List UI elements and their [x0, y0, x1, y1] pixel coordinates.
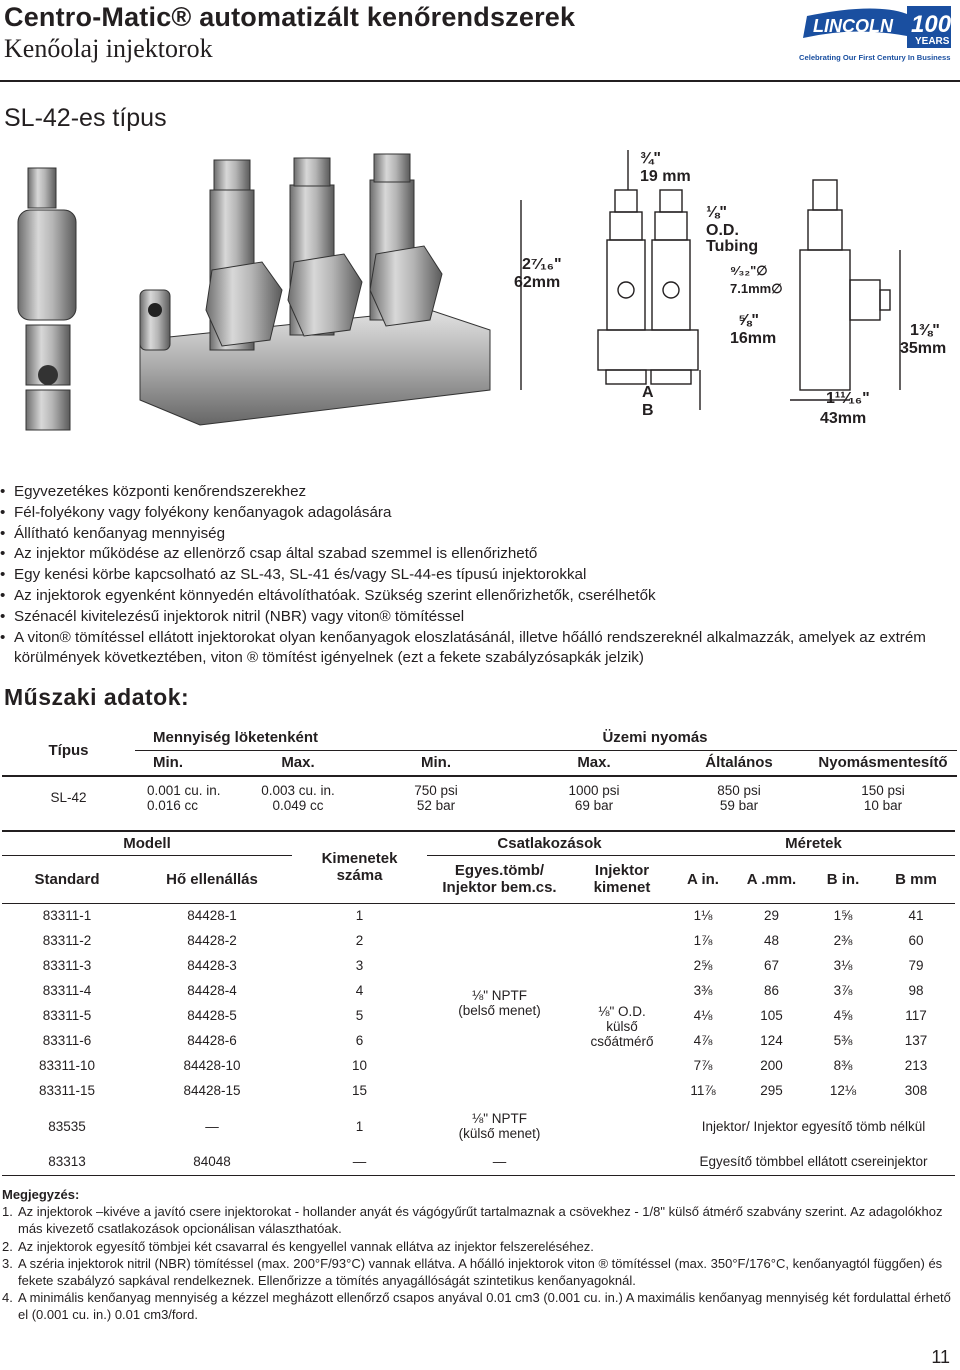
dim-bottom-mm: 43mm [820, 410, 867, 427]
model-table [2, 830, 955, 1176]
spec-header-min2: Min. [353, 750, 519, 776]
od-line3: csőátmérő [590, 1033, 654, 1049]
spec-header-max: Max. [243, 750, 353, 776]
spec-max-p-bar: 69 bar [574, 797, 614, 813]
svg-text:Celebrating Our First Century: Celebrating Our First Century In Business [799, 53, 951, 62]
mt-header-single-2: Injektor bem.cs. [442, 879, 557, 896]
cell-outlets: 5 [355, 1008, 364, 1023]
header-rule [0, 80, 960, 82]
dim-mid-mm: 16mm [730, 330, 777, 347]
cell-standard: 83311-10 [38, 1058, 96, 1073]
table-row [2, 903, 955, 928]
cell-outlets: 2 [355, 933, 364, 948]
mt-header-a-in: A in. [672, 855, 734, 903]
od-line1: ⅛" O.D. [598, 1003, 646, 1019]
spec-relief-p: 150 psi [861, 782, 905, 798]
injector-photo-illustration [0, 150, 960, 440]
feature-item: • Állítható kenőanyag mennyiség [0, 524, 955, 545]
cell-a-in: 7⅞ [693, 1058, 713, 1073]
mt-header-standard: Standard [2, 855, 132, 903]
cell-heat: 84428-5 [187, 1008, 237, 1023]
table-row [2, 1149, 955, 1175]
cell-b-in: 3⅛ [833, 958, 853, 973]
cell-a-in: 1⅛ [693, 908, 713, 924]
cell-b-mm: 308 [904, 1083, 928, 1098]
npt-inner-2: (belső menet) [458, 1003, 541, 1019]
feature-list [0, 482, 955, 669]
cell-b-in: 8⅜ [833, 1058, 853, 1073]
cell-a-mm: 295 [760, 1083, 783, 1098]
injector-figure [0, 150, 960, 440]
cell-a-mm: 48 [763, 933, 780, 948]
cell-outlets: — [292, 1149, 427, 1175]
spec-relief-bar: 10 bar [863, 797, 903, 813]
cell-a-in: 2⅝ [693, 958, 713, 973]
cell-b-mm: 137 [904, 1033, 928, 1048]
cell-heat: 84428-1 [187, 908, 237, 924]
svg-text:YEARS: YEARS [915, 36, 950, 47]
mt-header-outlets: Kimenetek [321, 850, 398, 868]
mt-header-dimensions: Méretek [672, 831, 955, 855]
mt-header-injector: Injektor [594, 862, 650, 879]
spec-header-min: Min. [135, 750, 243, 776]
cell-a-mm: 29 [763, 908, 780, 924]
cell-heat: 84428-6 [187, 1033, 237, 1048]
cell-a-in: 4⅞ [693, 1033, 713, 1048]
feature-item: • Szénacél kivitelezésű injektorok nitril (NBR) vagy viton® tömítéssel [0, 607, 955, 628]
dim-hole-in: ⁹⁄₃₂"∅ [730, 263, 768, 278]
dim-tube-in: ⅛" [706, 204, 727, 221]
cell-standard: 83311-4 [42, 983, 92, 998]
mt-header-b-mm: B mm [877, 855, 955, 903]
spec-header-type: Típus [48, 742, 89, 759]
note-item: 3. A széria injektorok nitril (NBR) tömítéssel (max. 200°F/93°C) vannak ellátva. A hőálló injektorok viton ® tömítéssel (max. 350°F/176°C, kenőanyagtól függően) és fekete szabályzó sapkával rendelkeznek. Ellenőrizze a tömítés anyagállóságát szintetikus kenőanyagoknál. [2, 1255, 943, 1289]
feature-item: • A viton® tömítéssel ellátott injektorokat olyan kenőanyagok eloszlatásánál, illetve hőálló rendszereknél alkalmazzák, amelyek az extrém körülmények következtében, viton ® tömítést igényelnek (ezt a fekete szabályzósapkák jelzik) [0, 628, 955, 670]
cell-b-mm: 79 [908, 958, 924, 973]
dim-b: B [642, 402, 654, 419]
npt-inner: ⅛" NPTF [471, 988, 528, 1004]
dim-top-mm: 19 mm [640, 168, 691, 185]
spec-type: SL-42 [2, 776, 135, 818]
feature-item: • Az injektor működése az ellenörző csap által szabad szemmel is ellenőrizhető [0, 544, 955, 565]
cell-b-mm: 98 [908, 983, 924, 998]
cell-b-mm: 213 [904, 1058, 928, 1073]
dim-left-mm: 62mm [514, 274, 561, 291]
dim-bottom-in: 1¹¹⁄₁₆" [826, 390, 870, 407]
cell-connection: — [427, 1149, 572, 1175]
cell-heat: 84428-15 [183, 1083, 241, 1098]
mt-header-outlets-2: száma [336, 867, 383, 885]
lincoln-logo [795, 4, 955, 64]
cell-a-in: 3⅜ [693, 983, 713, 998]
feature-item: • Egy kenési körbe kapcsolható az SL-43, SL-41 és/vagy SL-44-es típusú injektorokkal [0, 565, 955, 586]
feature-item: • Az injektorok egyenként könnyedén eltávolíthatóak. Szükség szerint ellenőrizhetők, cserélhetők [0, 586, 955, 607]
cell-b-mm: 60 [908, 933, 924, 948]
cell-outlets: 10 [351, 1058, 368, 1073]
spec-header-relief: Nyomásmentesítő [809, 750, 957, 776]
cell-standard: 83311-1 [42, 908, 92, 924]
od-line2: külső [606, 1018, 638, 1034]
cell-outlets: 6 [355, 1033, 364, 1048]
mt-header-injector-2: kimenet [593, 879, 651, 896]
spec-header-general: Általános [669, 750, 809, 776]
note-item: 2. Az injektorok egyesítő tömbjei két csavarral és kengyellel vannak ellátva az injektor felszereléséhez. [2, 1238, 594, 1254]
cell-outlets: 3 [355, 958, 364, 973]
section-title: SL-42-es típus [4, 104, 167, 132]
cell-note: Egyesítő tömbbel ellátott csereinjektor [672, 1149, 955, 1175]
dim-right-mm: 35mm [900, 340, 947, 357]
dim-tube-word: Tubing [706, 238, 759, 255]
spec-general-bar: 59 bar [719, 797, 759, 813]
cell-heat: 84048 [132, 1149, 292, 1175]
spec-min-q: 0.001 cu. in. [147, 782, 221, 798]
cell-heat: 84428-2 [187, 933, 237, 948]
notes [2, 1186, 957, 1324]
spec-min-q-cc: 0.016 cc [147, 797, 199, 813]
document-title: Centro-Matic® automatizált kenőrendszerek [4, 2, 576, 32]
dim-tube-od: O.D. [706, 222, 739, 239]
cell-standard: 83311-5 [42, 1008, 92, 1023]
spec-general-p: 850 psi [717, 782, 761, 798]
cell-b-in: 2⅜ [833, 933, 853, 948]
notes-title: Megjegyzés: [2, 1187, 80, 1202]
cell-heat: 84428-10 [183, 1058, 241, 1073]
cell-standard: 83535 [48, 1118, 86, 1134]
cell-a-mm: 67 [763, 958, 780, 973]
note-item: 1. Az injektorok –kivéve a javító csere injektorokat - hollander anyát és vágógyűrűt tartalmaznak a csövekhez - 1/8" külső átmérő szabvány szerint. Az adagolókhoz más kivezető csatlakozások opcionálisan választhatóak. [2, 1204, 943, 1237]
cell-a-mm: 105 [760, 1008, 783, 1023]
cell-heat: 84428-3 [187, 958, 237, 973]
svg-text:LINCOLN: LINCOLN [813, 16, 893, 36]
cell-outlets: 4 [355, 983, 364, 998]
cell-heat: 84428-4 [187, 983, 237, 998]
spec-min-p: 750 psi [414, 782, 458, 798]
cell-a-in: 11⅞ [690, 1083, 716, 1098]
npt-outer: ⅛" NPTF [471, 1111, 528, 1126]
cell-a-in: 1⅞ [693, 933, 713, 948]
spec-max-q-cc: 0.049 cc [272, 797, 324, 813]
cell-note: Injektor/ Injektor egyesítő tömb nélkül [701, 1118, 926, 1134]
cell-a-in: 4⅛ [693, 1008, 713, 1023]
mt-header-model: Modell [2, 831, 292, 855]
spec-min-p-bar: 52 bar [416, 797, 456, 813]
dim-a: A [642, 384, 654, 401]
cell-b-mm: 117 [905, 1008, 927, 1023]
mt-header-heat: Hő ellenállás [132, 855, 292, 903]
cell-b-in: 12⅛ [829, 1083, 857, 1098]
cell-b-in: 4⅝ [833, 1008, 853, 1023]
dim-top-in: ¾" [640, 150, 661, 167]
cell-b-in: 5⅜ [833, 1033, 853, 1048]
spec-max-p: 1000 psi [568, 782, 620, 798]
spec-header-pressure: Üzemi nyomás [353, 726, 957, 750]
npt-outer-2: (külső menet) [458, 1126, 541, 1141]
cell-a-mm: 86 [763, 983, 780, 998]
cell-standard: 83311-15 [38, 1083, 96, 1098]
cell-b-mm: 41 [908, 908, 924, 924]
dim-hole-mm: 7.1mm∅ [730, 281, 783, 296]
cell-standard: 83313 [2, 1149, 132, 1175]
table-row [2, 1103, 955, 1149]
spec-max-q: 0.003 cu. in. [261, 782, 335, 798]
tech-data-heading: Műszaki adatok: [4, 684, 190, 710]
cell-standard: 83311-3 [42, 958, 92, 973]
cell-outlets: 1 [355, 1118, 364, 1134]
spec-table [2, 726, 957, 818]
feature-item: • Egyvezetékes központi kenőrendszerekhez [0, 482, 955, 503]
feature-item: • Fél-folyékony vagy folyékony kenőanyagok adagolására [0, 503, 955, 524]
mt-header-connections: Csatlakozások [427, 831, 672, 855]
cell-a-mm: 200 [760, 1058, 783, 1073]
dim-mid-in: ⅝" [738, 312, 759, 329]
mt-header-single: Egyes.tömb/ [454, 862, 545, 879]
spec-header-quantity: Mennyiség löketenként [135, 726, 353, 750]
cell-b-in: 1⅝ [833, 908, 853, 924]
cell-heat: — [205, 1118, 219, 1134]
page-number: 11 [931, 1347, 950, 1367]
dim-left-in: 2⁷⁄₁₆" [522, 256, 562, 273]
spec-header-max2: Max. [519, 750, 669, 776]
mt-header-a-mm: A .mm. [734, 855, 809, 903]
svg-text:100: 100 [911, 11, 952, 38]
cell-outlets: 1 [355, 908, 364, 924]
document-subtitle: Kenőolaj injektorok [4, 34, 213, 63]
note-item: 4. A minimális kenőanyag mennyiség a kézzel megházott ellenőrző csapos anyával 0.01 cm3 (0.001 cu. in.) A maximális kenőanyag mennyiség két fordulattal érhető el (0.001 cu. in.) 0.01 cm3/ford. [2, 1290, 951, 1323]
cell-standard: 83311-6 [42, 1033, 92, 1048]
cell-a-mm: 124 [760, 1033, 783, 1048]
cell-b-in: 3⅞ [833, 983, 853, 998]
cell-outlets: 15 [351, 1083, 368, 1098]
cell-standard: 83311-2 [42, 933, 92, 948]
dim-right-in: 1⅜" [910, 322, 940, 339]
mt-header-b-in: B in. [809, 855, 877, 903]
